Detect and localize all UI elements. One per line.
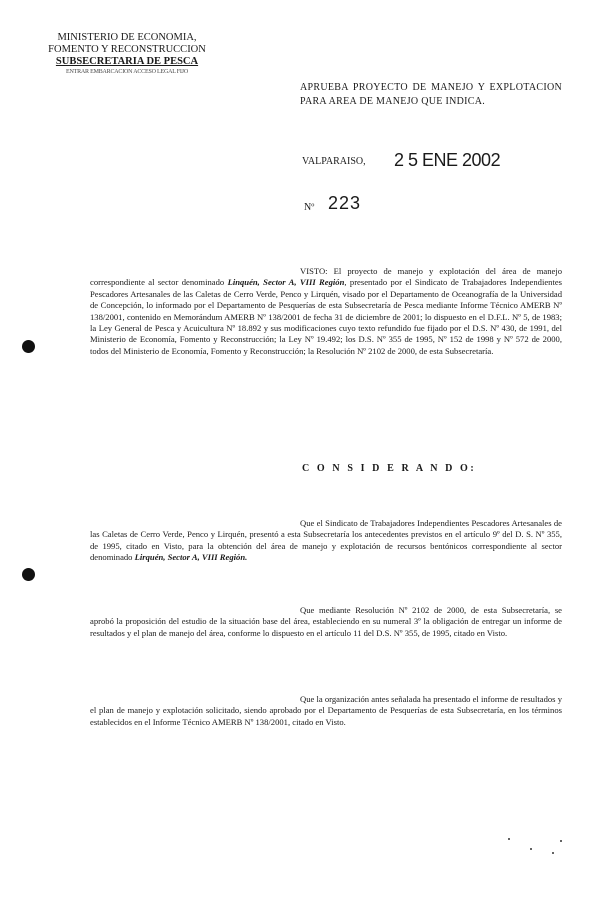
visto-text-2: , presentado por el Sindicato de Trabajadores Independientes Pescadores Artesanales de las Caletas de Cerro Verde, Penco y Lirquén, visado por el Departamento de Oceanografía de la Universidad de Concepción, lo informado por el Departamento de Pesquerías de esta Subsecretaría de Pesca mediante Informe Técnico AMERB Nº 138/2001, contenido en Memorándum AMERB Nº 138/2001 de fecha 31 de diciembre de 2001; lo dispuesto en el D.F.L. Nº 5, de 1983; la Ley General de Pesca y Acuicultura Nº 18.892 y sus modificaciones cuyo texto refundido fue fijado por el D.S. Nº 430, de 1991, del Ministerio de Economía, Fomento y Reconstrucción; la Ley Nº 19.492; los D.S. Nº 355 de 1995, Nº 152 de 1998 y Nº 572 de 2000, todos del Ministerio de Economía, Fomento y Reconstrucción; la Resolución Nº 2102 de 2000, de esta Subsecretaría.: [90, 277, 562, 356]
scan-speck: [508, 838, 510, 840]
resolution-number: 223: [328, 193, 362, 213]
letterhead: [42, 32, 212, 76]
considerando-paragraph-2: [90, 605, 562, 639]
scan-speck: [530, 848, 532, 850]
considerando-paragraph-1: [90, 518, 562, 564]
document-subject: APRUEBA PROYECTO DE MANEJO Y EXPLOTACION PARA AREA DE MANEJO QUE INDICA.: [300, 82, 562, 107]
c1-text: Que el Sindicato de Trabajadores Independientes Pescadores Artesanales de las Caletas de Cerro Verde, Penco y Lirquén, presentó a esta Subsecretaría los antecedentes previstos en el artículo 9º del D. S. Nº 355, de 1995, citado en Visto, para la obtención del área de manejo y explotación de recursos bentónicos correspondiente al sector denominado: [90, 518, 562, 563]
visto-sector: Linquén, Sector A, VIII Región: [227, 277, 345, 288]
visto-paragraph: [90, 266, 562, 357]
c1-sector: Lirquén, Sector A, VIII Región.: [134, 552, 248, 563]
letterhead-department: FOMENTO Y RECONSTRUCCION: [48, 44, 206, 55]
letterhead-undersecretariat: SUBSECRETARIA DE PESCA: [55, 56, 199, 67]
c3-text: Que la organización antes señalada ha presentado el informe de resultados y el plan de manejo y explotación solicitado, siendo aprobado por el Departamento de Pesquerías de esta Subsecretaría, en los términos establecidos en el Informe Técnico AMERB Nº 138/2001, citado en Visto.: [90, 694, 562, 727]
punch-hole-bottom: [22, 568, 35, 581]
place-label: VALPARAISO,: [302, 156, 366, 167]
visto-lead: VISTO:: [300, 266, 328, 276]
considerando-heading: C O N S I D E R A N D O:: [302, 463, 477, 474]
letterhead-ministry: MINISTERIO DE ECONOMIA,: [57, 32, 197, 43]
visto-text-1: El proyecto de manejo y explotación del área de manejo correspondiente al sector denominado: [90, 266, 562, 288]
scan-speck: [560, 840, 562, 842]
number-label: Nº: [304, 202, 315, 213]
c2-text: Que mediante Resolución Nº 2102 de 2000, de esta Subsecretaría, se aprobó la proposición del estudio de la situación base del área, estableciendo en su numeral 3º la obligación de entregar un informe de resultados y el plan de manejo del área, conforme lo dispuesto en el artículo 11 del D.S. Nº 355, de 1995, citado en Visto.: [90, 605, 562, 638]
considerando-paragraph-3: [90, 694, 562, 728]
letterhead-address: ENTRAR EMBARCACION ACCESO LEGAL FIJO: [66, 69, 188, 75]
date-stamp: 2 5 ENE 2002: [394, 150, 501, 170]
punch-hole-top: [22, 340, 35, 353]
scan-speck: [552, 852, 554, 854]
